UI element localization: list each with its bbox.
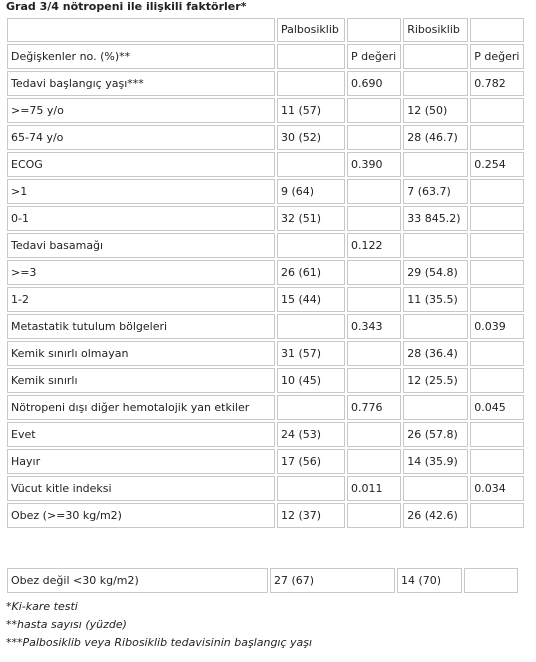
- table-cell: Değişkenler no. (%)**: [7, 44, 275, 69]
- table-cell: 7 (63.7): [403, 179, 468, 204]
- table-row: [7, 395, 524, 420]
- table-row: [7, 341, 524, 366]
- table-cell: 11 (57): [277, 98, 345, 123]
- table-cell: [470, 368, 524, 393]
- table-cell: [403, 395, 468, 420]
- table-row: [7, 206, 524, 231]
- table-cell: [277, 71, 345, 96]
- table-cell: 27 (67): [270, 568, 395, 593]
- table-cell: [403, 314, 468, 339]
- table-header-cell: [470, 18, 524, 42]
- table-cell: [403, 71, 468, 96]
- table-row: [7, 449, 524, 474]
- table-cell: 24 (53): [277, 422, 345, 447]
- table-cell: 28 (46.7): [403, 125, 468, 150]
- table-cell: [347, 206, 401, 231]
- table-cell: 0.045: [470, 395, 524, 420]
- table-cell: [470, 260, 524, 285]
- table-cell: [277, 152, 345, 177]
- footnotes: [6, 598, 312, 652]
- table-cell: P değeri: [470, 44, 524, 69]
- table-cell: Tedavi başlangıç yaşı***: [7, 71, 275, 96]
- table-row: [7, 125, 524, 150]
- table-cell: [470, 233, 524, 258]
- table-header-cell: [347, 18, 401, 42]
- table-cell: [347, 260, 401, 285]
- table-cell: [403, 44, 468, 69]
- table-cell: 31 (57): [277, 341, 345, 366]
- table-cell: Metastatik tutulum bölgeleri: [7, 314, 275, 339]
- table-cell: 33 845.2): [403, 206, 468, 231]
- table-cell: Obez (>=30 kg/m2): [7, 503, 275, 528]
- table-cell: 14 (70): [397, 568, 462, 593]
- table-row: [7, 179, 524, 204]
- table-cell: 0-1: [7, 206, 275, 231]
- table-cell: 0.254: [470, 152, 524, 177]
- table-row: [7, 71, 524, 96]
- table-cell: 10 (45): [277, 368, 345, 393]
- table-row: [7, 260, 524, 285]
- table-cell: 0.011: [347, 476, 401, 501]
- table-cell: [470, 125, 524, 150]
- table-cell: 0.782: [470, 71, 524, 96]
- table-cell: >=75 y/o: [7, 98, 275, 123]
- table-cell: Nötropeni dışı diğer hemotalojik yan etkiler: [7, 395, 275, 420]
- table-cell: 17 (56): [277, 449, 345, 474]
- table-row: [7, 503, 524, 528]
- table-cell: [347, 179, 401, 204]
- table-row: [7, 287, 524, 312]
- table-cell: [470, 422, 524, 447]
- table-cell: 11 (35.5): [403, 287, 468, 312]
- table-cell: >1: [7, 179, 275, 204]
- table-cell: Tedavi basamağı: [7, 233, 275, 258]
- table-cell: 26 (42.6): [403, 503, 468, 528]
- table-cell: [277, 44, 345, 69]
- table-header-cell: Palbosiklib: [277, 18, 345, 42]
- table-cell: >=3: [7, 260, 275, 285]
- table-cell: [347, 98, 401, 123]
- table-cell: 0.776: [347, 395, 401, 420]
- table-cell: 29 (54.8): [403, 260, 468, 285]
- table-cell: Obez değil <30 kg/m2): [7, 568, 268, 593]
- footnote: ***Palbosiklib veya Ribosiklib tedavisinin başlangıç yaşı: [6, 636, 313, 649]
- table-cell: [470, 503, 524, 528]
- table-cell: ECOG: [7, 152, 275, 177]
- table-row: [7, 422, 524, 447]
- table-cell: Kemik sınırlı: [7, 368, 275, 393]
- table-cell: 0.122: [347, 233, 401, 258]
- table-row: [7, 98, 524, 123]
- table-row: [7, 44, 524, 69]
- table-cell: [347, 287, 401, 312]
- table-cell: 0.343: [347, 314, 401, 339]
- table-cell: [470, 341, 524, 366]
- table-cell: [347, 341, 401, 366]
- table-header-row: [7, 18, 524, 42]
- table-row: [7, 368, 524, 393]
- table-cell: 26 (61): [277, 260, 345, 285]
- table-cell: 26 (57.8): [403, 422, 468, 447]
- table-cell: [347, 449, 401, 474]
- table-cell: 1-2: [7, 287, 275, 312]
- table-cell: 12 (25.5): [403, 368, 468, 393]
- table-title: Grad 3/4 nötropeni ile ilişkili faktörler*: [6, 0, 247, 13]
- table-cell: [464, 568, 518, 593]
- table-cell: 30 (52): [277, 125, 345, 150]
- footnote: **hasta sayısı (yüzde): [6, 618, 127, 631]
- table-cell: 65-74 y/o: [7, 125, 275, 150]
- table-row: [7, 233, 524, 258]
- table-cell: [403, 476, 468, 501]
- table-row: [7, 476, 524, 501]
- table-cell: [277, 395, 345, 420]
- table-cell: [470, 287, 524, 312]
- table-cell: 0.690: [347, 71, 401, 96]
- table-cell: Kemik sınırlı olmayan: [7, 341, 275, 366]
- table-cell: Evet: [7, 422, 275, 447]
- table-cell: 0.039: [470, 314, 524, 339]
- table-cell: 0.034: [470, 476, 524, 501]
- table-cell: [277, 233, 345, 258]
- table-cell: 0.390: [347, 152, 401, 177]
- table-cell: [347, 503, 401, 528]
- table-cell: [347, 125, 401, 150]
- table-cell: Hayır: [7, 449, 275, 474]
- table-cell: 12 (50): [403, 98, 468, 123]
- table-cell: [470, 449, 524, 474]
- table-cell: 32 (51): [277, 206, 345, 231]
- data-table: [5, 16, 526, 530]
- table-header-cell: [7, 18, 275, 42]
- table-cell: P değeri: [347, 44, 401, 69]
- table-cell: [403, 152, 468, 177]
- data-table-last-row: [5, 566, 520, 595]
- table-cell: [470, 98, 524, 123]
- table-header-cell: Ribosiklib: [403, 18, 468, 42]
- table-cell: Vücut kitle indeksi: [7, 476, 275, 501]
- table-cell: [347, 422, 401, 447]
- table-cell: [277, 476, 345, 501]
- table-cell: 12 (37): [277, 503, 345, 528]
- table-row: [7, 152, 524, 177]
- table-cell: [470, 206, 524, 231]
- table-row: [7, 568, 518, 593]
- table-cell: 15 (44): [277, 287, 345, 312]
- table-cell: [403, 233, 468, 258]
- table-cell: [277, 314, 345, 339]
- table-cell: 28 (36.4): [403, 341, 468, 366]
- table-cell: 9 (64): [277, 179, 345, 204]
- table-row: [7, 314, 524, 339]
- table-cell: 14 (35.9): [403, 449, 468, 474]
- table-cell: [347, 368, 401, 393]
- footnote: *Ki-kare testi: [6, 600, 78, 613]
- table-cell: [470, 179, 524, 204]
